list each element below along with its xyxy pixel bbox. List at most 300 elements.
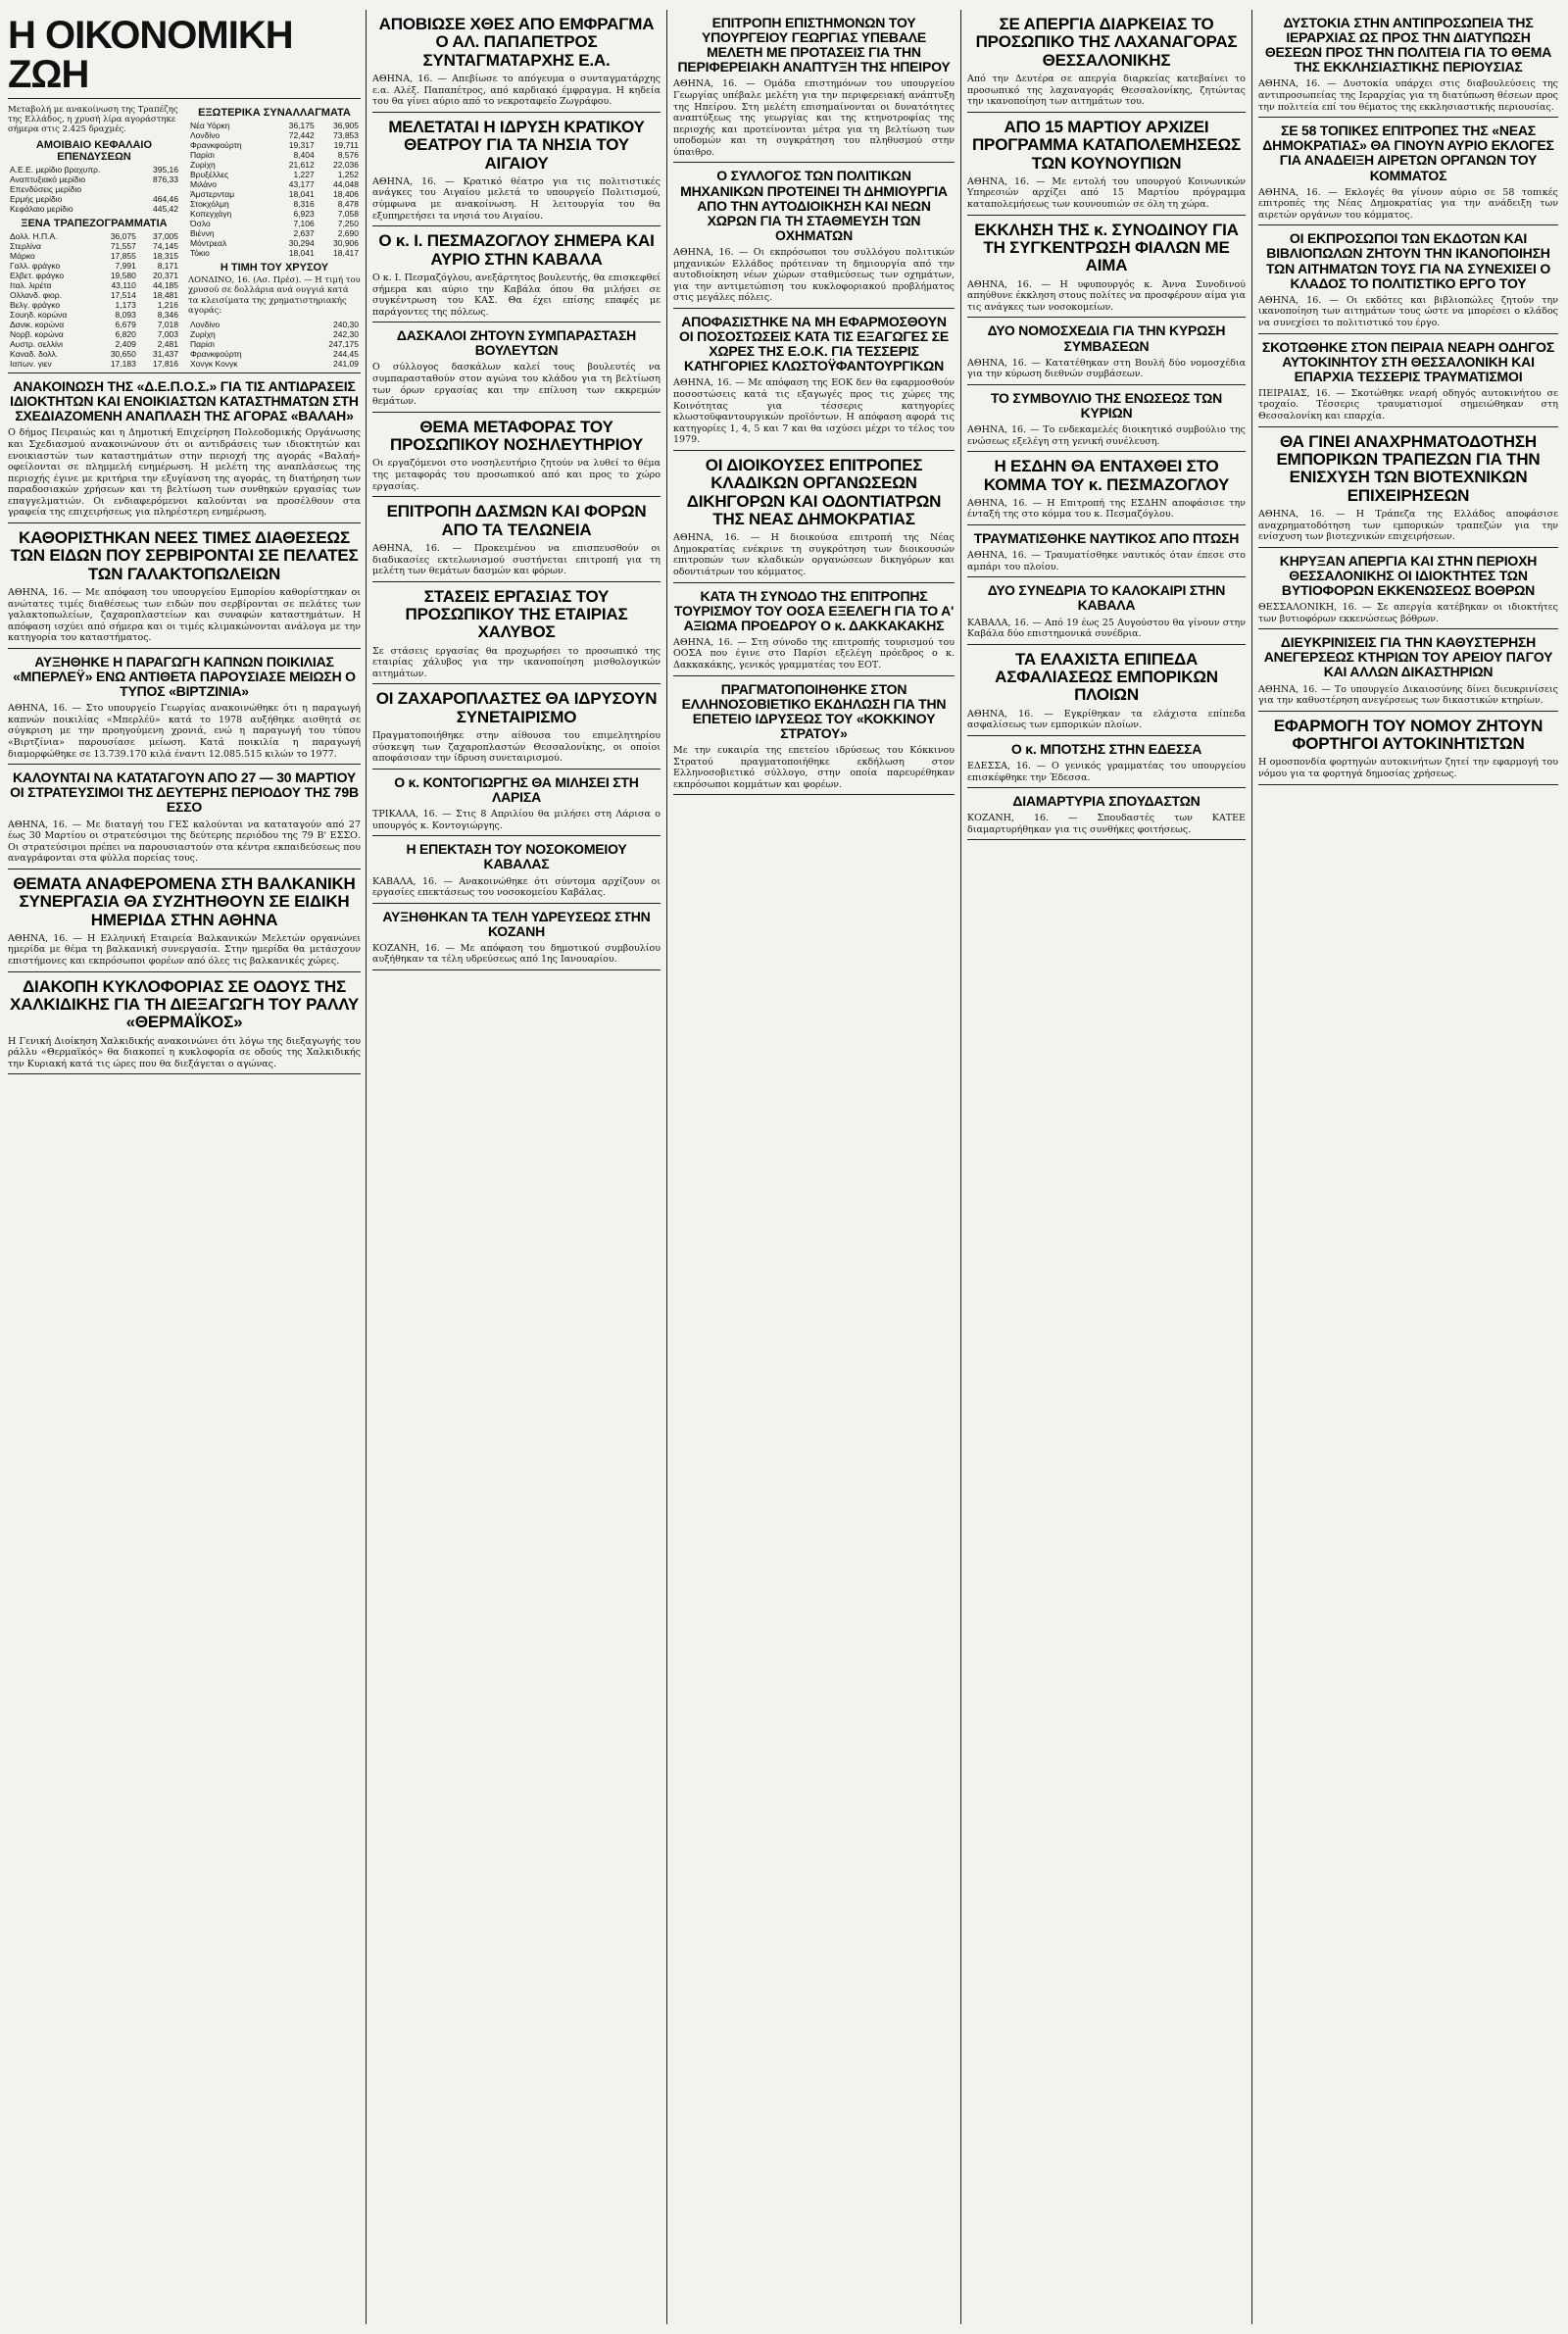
- market-row: [8, 290, 180, 300]
- divider: [8, 764, 361, 765]
- market-label: Λονδίνο: [190, 319, 220, 329]
- divider: [1258, 224, 1558, 225]
- article-headline: ΔΙΕΥΚΡΙΝΙΣΕΙΣ ΓΙΑ ΤΗΝ ΚΑΘΥΣΤΕΡΗΣΗ ΑΝΕΓΕΡΣΕΩΣ ΚΤΗΡΙΩΝ ΤΟΥ ΑΡΕΙΟΥ ΠΑΓΟΥ ΚΑΙ ΑΛΛΩΝ ΔΙΚΑΣΤΗΡΙΩΝ: [1263, 634, 1553, 680]
- market-value: 7,003: [157, 328, 178, 339]
- market-value: 8,316: [293, 199, 315, 210]
- article-headline: ΕΦΑΡΜΟΓΗ ΤΟΥ ΝΟΜΟΥ ΖΗΤΟΥΝ ΦΟΡΤΗΓΟΙ ΑΥΤΟΚΙΝΗΤΙΣΤΩΝ: [1273, 716, 1544, 754]
- market-label: Χονγκ Κονγκ: [190, 359, 238, 370]
- masthead-note: Μεταβολή με ανακοίνωση της Τραπέζης της Ελλάδος, η χρυσή λίρα αγοράστηκε σήμερα στις 2.425 δραχμές.: [8, 105, 178, 135]
- article-headline: ΤΡΑΥΜΑΤΙΣΘΗΚΕ ΝΑΥΤΙΚΟΣ ΑΠΟ ΠΤΩΣΗ: [973, 530, 1240, 547]
- article-body: ΑΘΗΝΑ, 16. — Κρατικό θέατρο για τις πολιτιστικές ανάγκες του Αιγαίου μελετά το υπουργείο Πολιτισμού, σύμφωνα με ανακοίνωση. Η λειτουργία του θα εξυπηρετήσει τα νησιά του Αιγαίου.: [372, 175, 661, 222]
- article: [1258, 124, 1558, 225]
- divider: [1258, 628, 1558, 629]
- article-headline: ΚΑΘΟΡΙΣΤΗΚΑΝ ΝΕΕΣ ΤΙΜΕΣ ΔΙΑΘΕΣΕΩΣ ΤΩΝ ΕΙΔΩΝ ΠΟΥ ΣΕΡΒΙΡΟΝΤΑΙ ΣΕ ΠΕΛΑΤΕΣ ΤΩΝ ΓΑΛΑΚΤΟΠΩΛΕΙΩΝ: [10, 528, 359, 583]
- divider: [1258, 117, 1558, 118]
- market-row: [8, 329, 180, 339]
- market-value: [139, 184, 180, 194]
- article-headline: ΔΥΣΤΟΚΙΑ ΣΤΗΝ ΑΝΤΙΠΡΟΣΩΠΕΙΑ ΤΗΣ ΙΕΡΑΡΧΙΑΣ ΩΣ ΠΡΟΣ ΤΗΝ ΔΙΑΤΥΠΩΣΗ ΘΕΣΕΩΝ ΠΡΟΣ ΤΗΝ ΠΟΛΙΤΕΙΑ ΓΙΑ ΤΟ ΘΕΜΑ ΤΗΣ ΕΚΚΛΗΣΙΑΣΤΙΚΗΣ ΠΕΡΙΟΥΣΙΑΣ: [1264, 15, 1552, 75]
- market-value: 72,442: [288, 130, 315, 141]
- market-value: 37,005: [153, 230, 178, 241]
- market-value: 17,514: [110, 289, 136, 300]
- market-value: 17,855: [110, 250, 136, 261]
- market-row: [188, 179, 361, 189]
- article: [673, 457, 955, 583]
- article: [967, 531, 1246, 577]
- divider: [967, 384, 1246, 385]
- article-body: ΠΕΙΡΑΙΑΣ, 16. — Σκοτώθηκε νεαρή οδηγός αυτοκινήτου σε τροχαίο. Τέσσερις τραυματισμοί σημειώθηκαν στη Θεσσαλονίκη και επαρχία.: [1258, 387, 1558, 422]
- market-label: Βρυξέλλες: [190, 170, 229, 180]
- divider: [967, 735, 1246, 736]
- market-label: Ιταλ. λιρέτα: [10, 279, 52, 290]
- markets-left: [8, 103, 180, 369]
- article-body: ΑΘΗΝΑ, 16. — Με διαταγή του ΓΕΣ καλούνται να καταταγούν από 27 έως 30 Μαρτίου οι στρατεύσιμοι της δεύτερης περιόδου της 79 Β' ΕΣΣΟ. Οι στρατεύσιμοι πρέπει να παρουσιαστούν στα κέντρα εκπαιδεύσεως που αναγράφονται στα φύλλα πορείας τους.: [8, 819, 361, 865]
- column-4: [967, 10, 1246, 2324]
- article: [372, 910, 661, 970]
- article-headline: ΕΠΙΤΡΟΠΗ ΕΠΙΣΤΗΜΟΝΩΝ ΤΟΥ ΥΠΟΥΡΓΕΙΟΥ ΓΕΩΡΓΙΑΣ ΥΠΕΒΑΛΕ ΜΕΛΕΤΗ ΜΕ ΠΡΟΤΑΣΕΙΣ ΓΙΑ ΤΗΝ ΠΕΡΙΦΕΡΕΙΑΚΗ ΑΝΑΠΤΥΞΗ ΤΗΣ ΗΠΕΙΡΟΥ: [677, 15, 951, 75]
- market-label: Σουηδ. κορώνα: [10, 309, 68, 320]
- article: [967, 742, 1246, 788]
- market-label: Φρανκφούρτη: [190, 349, 242, 360]
- market-value: 6,820: [115, 328, 136, 339]
- article-body: ΑΘΗΝΑ, 16. — Στη σύνοδο της επιτροπής τουρισμού του ΟΟΣΑ που έγινε στο Παρίσι εξελέγη πρόεδρος ο κ. Δακκακάκης, γενικός γραμματέας του ΕΟΤ.: [673, 636, 955, 671]
- column-5: [1258, 10, 1558, 2324]
- article-body: ΚΟΖΑΝΗ, 16. — Σπουδαστές των ΚΑΤΕΕ διαμαρτυρήθηκαν για τις συνθήκες φοιτήσεως.: [967, 813, 1246, 835]
- divider: [967, 215, 1246, 216]
- market-value: 18,041: [288, 248, 315, 259]
- article-body: ΑΘΗΝΑ, 16. — Κατατέθηκαν στη Βουλή δύο νομοσχέδια για την κύρωση διεθνών συμβάσεων.: [967, 357, 1246, 380]
- market-row: [188, 189, 361, 199]
- divider: [372, 769, 661, 770]
- market-label: Δανικ. κορώνα: [10, 319, 65, 329]
- market-label: Δολλ. Η.Π.Α.: [10, 230, 58, 241]
- article-body: Με την ευκαιρία της επετείου ιδρύσεως του Κόκκινου Στρατού πραγματοποιήθηκε εκδήλωση στον Ελληνοσοβιετικό σύλλογο, στην οποία παρευρέθηκαν εκπρόσωποι κομμάτων και φορέων.: [673, 745, 955, 790]
- market-label: Μόντρεαλ: [190, 238, 227, 249]
- divider: [967, 644, 1246, 645]
- divider: [673, 308, 955, 309]
- banknotes-table: [8, 231, 180, 369]
- market-label: Κοπεγχάγη: [190, 209, 232, 220]
- divider: [967, 787, 1246, 788]
- article-headline: ΜΕΛΕΤΑΤΑΙ Η ΙΔΡΥΣΗ ΚΡΑΤΙΚΟΥ ΘΕΑΤΡΟΥ ΓΙΑ ΤΑ ΝΗΣΙΑ ΤΟΥ ΑΙΓΑΙΟΥ: [388, 117, 645, 173]
- market-value: 6,923: [293, 209, 315, 220]
- article-headline: ΘΕΜΑΤΑ ΑΝΑΦΕΡΟΜΕΝΑ ΣΤΗ ΒΑΛΚΑΝΙΚΗ ΣΥΝΕΡΓΑΣΙΑ ΘΑ ΣΥΖΗΤΗΘΟΥΝ ΣΕ ΕΙΔΙΚΗ ΗΜΕΡΙΔΑ ΣΤΗΝ ΑΘΗΝΑ: [13, 873, 356, 929]
- market-value: 445,42: [153, 203, 178, 214]
- divider: [372, 112, 661, 113]
- market-label: Παρίσι: [190, 150, 215, 161]
- market-row: [8, 271, 180, 280]
- market-label: Τόκιο: [190, 248, 210, 259]
- market-value: 395,16: [153, 164, 178, 174]
- article: [372, 419, 661, 497]
- article: [372, 588, 661, 685]
- article-headline: ΟΙ ΖΑΧΑΡΟΠΛΑΣΤΕΣ ΘΑ ΙΔΡΥΣΟΥΝ ΣΥΝΕΤΑΙΡΙΣΜΟ: [375, 689, 658, 726]
- market-value: 8,346: [157, 309, 178, 320]
- gold-text: ΛΟΝΔΙΝΟ, 16. (Ασ. Πρέσ). — Η τιμή του χρυσού σε δολλάρια ανά ουγγιά κατά τα κλεισίματα της χρηματιστηριακής αγοράς:: [188, 275, 361, 316]
- article-headline: ΠΡΑΓΜΑΤΟΠΟΙΗΘΗΚΕ ΣΤΟΝ ΕΛΛΗΝΟΣΟΒΙΕΤΙΚΟ ΕΚΔΗΛΩΣΗ ΓΙΑ ΤΗΝ ΕΠΕΤΕΙΟ ΙΔΡΥΣΕΩΣ ΤΟΥ «ΚΟΚΚΙΝΟΥ ΣΤΡΑΤΟΥ»: [681, 680, 947, 741]
- article: [673, 682, 955, 796]
- market-row: [8, 300, 180, 310]
- divider: [673, 794, 955, 795]
- article-body: Η Γενική Διοίκηση Χαλκιδικής ανακοινώνει ότι λόγω της διεξαγωγής του ράλλυ «Θερμαϊκός» θα διακοπεί η κυκλοφορία σε οδούς της Χαλκιδικής την Κυριακή κατά τις ώρες που θα διεξάγεται ο αγώνας.: [8, 1035, 361, 1069]
- market-row: [8, 231, 180, 241]
- market-value: 36,175: [288, 121, 315, 130]
- market-value: 43,110: [111, 279, 136, 290]
- market-value: 247,175: [328, 339, 359, 349]
- article: [372, 16, 661, 113]
- market-value: 2,690: [337, 228, 359, 239]
- article-headline: Ο ΣΥΛΛΟΓΟΣ ΤΩΝ ΠΟΛΙΤΙΚΩΝ ΜΗΧΑΝΙΚΩΝ ΠΡΟΤΕΙΝΕΙ ΤΗ ΔΗΜΙΟΥΡΓΙΑ ΑΠΟ ΤΗΝ ΑΥΤΟΔΙΟΙΚΗΣΗ ΚΑΙ ΝΕΩΝ ΧΩΡΩΝ ΓΙΑ ΤΗ ΣΤΑΘΜΕΥΣΗ ΤΩΝ ΟΧΗΜΑΤΩΝ: [680, 168, 948, 243]
- market-value: 7,991: [115, 260, 136, 271]
- market-row: [188, 121, 361, 130]
- market-label: Φρανκφούρτη: [190, 140, 242, 151]
- market-row: [8, 359, 180, 369]
- divider: [1258, 333, 1558, 334]
- article-body: ΑΘΗΝΑ, 16. — Η Ελληνική Εταιρεία Βαλκανικών Μελετών οργανώνει ημερίδα με θέμα τη βαλκανική συνεργασία. Στην ημερίδα θα μετάσχουν επιστήμονες και εκπρόσωποι φορέων από όλες τις βαλκανικές χώρες.: [8, 932, 361, 968]
- market-value: 18,406: [333, 189, 359, 200]
- divider: [8, 522, 361, 523]
- market-row: [188, 339, 361, 349]
- article-body: ΑΘΗΝΑ, 16. — Η Τράπεζα της Ελλάδος αποφάσισε αναχρηματοδότηση των εμπορικών τραπεζών για την ενίσχυση των βιοτεχνικών επιχειρήσεων.: [1258, 509, 1558, 543]
- article-headline: ΤΟ ΣΥΜΒΟΥΛΙΟ ΤΗΣ ΕΝΩΣΕΩΣ ΤΩΝ ΚΥΡΙΩΝ: [990, 389, 1223, 421]
- market-value: 36,905: [333, 121, 359, 130]
- market-value: 8,404: [293, 150, 315, 161]
- article: [8, 875, 361, 972]
- market-value: 43,177: [288, 179, 315, 190]
- article-body: ΑΘΗΝΑ, 16. — Προκειμένου να επισπευσθούν οι διαδικασίες εκτελωνισμού συστήνεται επιτροπή για τη μελέτη των θεμάτων δασμών και φόρων.: [372, 542, 661, 577]
- market-value: 17,816: [153, 358, 178, 369]
- market-row: [188, 359, 361, 369]
- market-label: Ολλανδ. φιορ.: [10, 289, 62, 300]
- market-value: 876,33: [153, 174, 178, 184]
- column-1: [8, 10, 361, 2324]
- divider: [8, 372, 361, 373]
- market-value: 44,185: [153, 279, 178, 290]
- market-value: 18,417: [333, 248, 359, 259]
- article: [1258, 231, 1558, 333]
- article-headline: ΘΕΜΑ ΜΕΤΑΦΟΡΑΣ ΤΟΥ ΠΡΟΣΩΠΙΚΟΥ ΝΟΣΗΛΕΥΤΗΡΙΟΥ: [390, 417, 643, 455]
- market-label: Ελβετ. φράγκο: [10, 270, 65, 280]
- divider: [967, 524, 1246, 525]
- market-row: [188, 228, 361, 238]
- article-headline: ΚΗΡΥΞΑΝ ΑΠΕΡΓΙΑ ΚΑΙ ΣΤΗΝ ΠΕΡΙΟΧΗ ΘΕΣΣΑΛΟΝΙΚΗΣ ΟΙ ΙΔΙΟΚΤΗΤΕΣ ΤΩΝ ΒΥΤΙΟΦΟΡΩΝ ΕΚΚΕΝΩΣΕΩΣ ΒΟΘΡΩΝ: [1279, 552, 1538, 598]
- divider: [1258, 426, 1558, 427]
- article-headline: ΕΚΚΛΗΣΗ ΤΗΣ κ. ΣΥΝΟΔΙΝΟΥ ΓΙΑ ΤΗ ΣΥΓΚΕΝΤΡΩΣΗ ΦΙΑΛΩΝ ΜΕ ΑΙΜΑ: [974, 220, 1239, 275]
- market-label: Αυστρ. σελλίνι: [10, 338, 64, 349]
- article: [967, 119, 1246, 216]
- column-2: [372, 10, 661, 2324]
- article-body: ΚΟΖΑΝΗ, 16. — Με απόφαση του δημοτικού συμβουλίου αυξήθηκαν τα τέλη υδρεύσεως από 1ης Ιανουαρίου.: [372, 942, 661, 966]
- market-label: Στοκχόλμη: [190, 199, 229, 210]
- market-value: 20,371: [153, 270, 178, 280]
- divider: [673, 162, 955, 163]
- market-value: 30,906: [333, 238, 359, 249]
- market-label: Κεφάλαιο μερίδιο: [10, 203, 74, 214]
- market-row: [188, 320, 361, 329]
- market-row: [8, 310, 180, 320]
- market-row: [188, 170, 361, 179]
- article-headline: ΔΙΑΚΟΠΗ ΚΥΚΛΟΦΟΡΙΑΣ ΣΕ ΟΔΟΥΣ ΤΗΣ ΧΑΛΚΙΔΙΚΗΣ ΓΙΑ ΤΗ ΔΙΕΞΑΓΩΓΗ ΤΟΥ ΡΑΛΛΥ «ΘΕΡΜΑΪΚΟΣ»: [10, 976, 359, 1032]
- article-headline: ΚΑΛΟΥΝΤΑΙ ΝΑ ΚΑΤΑΤΑΓΟΥΝ ΑΠΟ 27 — 30 ΜΑΡΤΙΟΥ ΟΙ ΣΤΡΑΤΕΥΣΙΜΟΙ ΤΗΣ ΔΕΥΤΕΡΗΣ ΠΕΡΙΟΔΟΥ ΤΗΣ 79Β ΕΣΣΟ: [10, 770, 359, 816]
- market-row: [188, 209, 361, 219]
- article: [967, 794, 1246, 840]
- article: [673, 589, 955, 676]
- column-rule: [960, 10, 961, 2324]
- market-value: 31,437: [153, 348, 178, 359]
- article: [967, 222, 1246, 319]
- article: [1258, 433, 1558, 548]
- market-value: 36,075: [110, 230, 136, 241]
- article-body: ΑΘΗΝΑ, 16. — Η διοικούσα επιτροπή της Νέας Δημοκρατίας ενέκρινε τη συγκρότηση των διοικουσών επιτροπών των κλαδικών οργανώσεων δικηγόρων και οδοντιάτρων του κόμματος.: [673, 532, 955, 577]
- article-headline: ΔΥΟ ΝΟΜΟΣΧΕΔΙΑ ΓΙΑ ΤΗΝ ΚΥΡΩΣΗ ΣΥΜΒΑΣΕΩΝ: [987, 323, 1226, 354]
- article-headline: ΑΠΟΒΙΩΣΕ ΧΘΕΣ ΑΠΟ ΕΜΦΡΑΓΜΑ Ο ΑΛ. ΠΑΠΑΠΕΤΡΟΣ ΣΥΝΤΑΓΜΑΤΑΡΧΗΣ Ε.Α.: [378, 15, 655, 70]
- market-row: [188, 219, 361, 228]
- divider: [967, 839, 1246, 840]
- market-value: 7,250: [337, 219, 359, 229]
- article-body: ΤΡΙΚΑΛΑ, 16. — Στις 8 Απριλίου θα μιλήσει στη Λάρισα ο υπουργός κ. Κοντογιώργης.: [372, 809, 661, 831]
- market-row: [8, 349, 180, 359]
- article: [967, 391, 1246, 452]
- article: [967, 16, 1246, 113]
- market-label: Επενδύσεις μερίδιο: [10, 183, 82, 194]
- markets-block: [8, 103, 361, 369]
- article-body: Σε στάσεις εργασίας θα προχωρήσει το προσωπικό της εταιρίας χάλυβος για την ικανοποίηση μισθολογικών αιτημάτων.: [372, 645, 661, 679]
- market-value: 19,317: [288, 140, 315, 151]
- market-label: Παρίσι: [190, 339, 215, 349]
- article-body: Η ομοσπονδία φορτηγών αυτοκινήτων ζητεί την εφαρμογή του νόμου για τα φορτηγά δημοσίας χρήσεως.: [1258, 757, 1558, 780]
- market-value: 71,557: [110, 240, 136, 251]
- divider: [372, 581, 661, 582]
- article-body: ΑΘΗΝΑ, 16. — Εκλογές θα γίνουν αύριο σε 58 τοπικές επιτροπές της Νέας Δημοκρατίας για την ανάδειξη των αιρετών οργάνων του κόμματος.: [1258, 186, 1558, 221]
- market-row: [188, 349, 361, 359]
- market-value: 21,612: [288, 160, 315, 171]
- article: [967, 583, 1246, 644]
- market-value: 241,09: [333, 359, 359, 370]
- market-label: Μιλάνο: [190, 179, 217, 190]
- market-label: Μάρκο: [10, 250, 35, 261]
- article-body: Από την Δευτέρα σε απεργία διαρκείας κατεβαίνει το προσωπικό της λαχαναγοράς Θεσσαλονίκης, ζητώντας την ικανοποίηση των αιτημάτων του.: [967, 74, 1246, 108]
- article-headline: ΑΥΞΗΘΗΚΑΝ ΤΑ ΤΕΛΗ ΥΔΡΕΥΣΕΩΣ ΣΤΗΝ ΚΟΖΑΝΗ: [382, 908, 651, 939]
- article-body: ΑΘΗΝΑ, 16. — Το ενδεκαμελές διοικητικό συμβούλιο της ενώσεως εξελέγη στη γενική συνέλευση.: [967, 424, 1246, 447]
- market-label: Νέα Υόρκη: [190, 121, 230, 130]
- article-headline: ΔΥΟ ΣΥΝΕΔΡΙΑ ΤΟ ΚΑΛΟΚΑΙΡΙ ΣΤΗΝ ΚΑΒΑΛΑ: [987, 582, 1226, 614]
- article: [967, 651, 1246, 736]
- article-headline: ΤΑ ΕΛΑΧΙΣΤΑ ΕΠΙΠΕΔΑ ΑΣΦΑΛΙΑΣΕΩΣ ΕΜΠΟΡΙΚΩΝ ΠΛΟΙΩΝ: [995, 649, 1218, 705]
- market-value: 74,145: [153, 240, 178, 251]
- mutual-funds-title: ΑΜΟΙΒΑΙΟ ΚΕΦΑΛΑΙΟ ΕΠΕΝΔΥΣΕΩΝ: [35, 138, 153, 163]
- article: [8, 770, 361, 869]
- market-value: 30,650: [110, 348, 136, 359]
- article: [1258, 16, 1558, 118]
- article-body: ΑΘΗΝΑ, 16. — Με εντολή του υπουργού Κοινωνικών Υπηρεσιών αρχίζει από 15 Μαρτίου πρόγραμμα καταπολεμήσεως των κουνουπιών σε όλη τη χώρα.: [967, 175, 1246, 211]
- divider: [372, 903, 661, 904]
- article-headline: ΣΤΑΣΕΙΣ ΕΡΓΑΣΙΑΣ ΤΟΥ ΠΡΟΣΩΠΙΚΟΥ ΤΗΣ ΕΤΑΙΡΙΑΣ ΧΑΛΥΒΟΣ: [405, 586, 628, 642]
- article: [372, 232, 661, 323]
- gold-title: Η ΤΙΜΗ ΤΟΥ ΧΡΥΣΟΥ: [220, 262, 329, 274]
- mutual-funds-table: [8, 165, 180, 214]
- article-headline: ΟΙ ΔΙΟΙΚΟΥΣΕΣ ΕΠΙΤΡΟΠΕΣ ΚΛΑΔΙΚΩΝ ΟΡΓΑΝΩΣΕΩΝ ΔΙΚΗΓΟΡΩΝ ΚΑΙ ΟΔΟΝΤΙΑΤΡΩΝ ΤΗΣ ΝΕΑΣ ΔΗΜΟΚΡΑΤΙΑΣ: [686, 455, 942, 528]
- market-row: [8, 174, 180, 184]
- article-headline: ΑΠΟΦΑΣΙΣΤΗΚΕ ΝΑ ΜΗ ΕΦΑΡΜΟΣΘΟΥΝ ΟΙ ΠΟΣΟΣΤΩΣΕΙΣ ΚΑΤΑ ΤΙΣ ΕΞΑΓΩΓΕΣ ΣΕ ΧΩΡΕΣ ΤΗΣ Ε.Ο.Κ. ΓΙΑ ΤΕΣΣΕΡΙΣ ΚΑΤΗΓΟΡΙΕΣ ΚΛΩΣΤΟΫΦΑΝΤΟΥΡΓΙΚΩΝ: [679, 313, 949, 374]
- market-value: 18,041: [288, 189, 315, 200]
- divider: [372, 969, 661, 970]
- market-row: [8, 280, 180, 290]
- article: [372, 690, 661, 769]
- article: [8, 379, 361, 523]
- article-body: ΑΘΗΝΑ, 16. — Με απόφαση της ΕΟΚ δεν θα εφαρμοσθούν ποσοστώσεις κατά τις εξαγωγές προς τις χώρες της Κοινότητας για τέσσερις κατηγορίες κλωστοϋφαντουργικών προϊόντων. Η απόφαση αφορά τις κατηγορίες 1, 4, 5 και 7 και θα ισχύσει μέχρι το τέλος του 1979.: [673, 377, 955, 446]
- article-headline: ΑΥΞΗΘΗΚΕ Η ΠΑΡΑΓΩΓΗ ΚΑΠΝΩΝ ΠΟΙΚΙΛΙΑΣ «ΜΠΕΡΛΕΫ» ΕΝΩ ΑΝΤΙΘΕΤΑ ΠΑΡΟΥΣΙΑΣΕ ΜΕΙΩΣΗ Ο ΤΥΠΟΣ «ΒΙΡΤΖΙΝΙΑ»: [13, 653, 356, 700]
- article-body: Ο δήμος Πειραιώς και η Δημοτική Επιχείρηση Πολεοδομικής Οργάνωσης και Σχεδιασμού ανακοινώνουν ότι οι αντιδράσεις των ιδιοκτητών και ενοικιαστών των καταστημάτων στην περιοχή της αγοράς «Βαλαή» οφείλονται σε πλημμελή ενημέρωση. Η μελέτη της αναπλάσεως της περιοχής έγινε με κριτήρια την εξυγίανση της αγοράς, τη διατήρηση των παραδοσιακών χρήσεων και τη βελτίωση των συνθηκών εργασίας των επαγγελματιών. Οι ενδιαφερόμενοι καλούνται να προσέλθουν στα γραφεία της επιχειρήσεως για πληρέστερη ενημέρωση.: [8, 427, 361, 519]
- divider: [8, 648, 361, 649]
- market-value: 17,183: [110, 358, 136, 369]
- article: [673, 16, 955, 163]
- market-label: Α.Ε.Ε. μερίδιο βραχυπρ.: [10, 164, 101, 174]
- divider: [967, 576, 1246, 577]
- article-headline: Η ΕΠΕΚΤΑΣΗ ΤΟΥ ΝΟΣΟΚΟΜΕΙΟΥ ΚΑΒΑΛΑΣ: [406, 841, 627, 872]
- article: [967, 458, 1246, 525]
- article-body: ΚΑΒΑΛΑ, 16. — Από 19 έως 25 Αυγούστου θα γίνουν στην Καβάλα δύο επιστημονικά συνέδρια.: [967, 617, 1246, 640]
- market-value: 242,30: [333, 328, 359, 339]
- divider: [967, 112, 1246, 113]
- divider: [372, 412, 661, 413]
- article: [372, 119, 661, 226]
- divider: [1258, 711, 1558, 712]
- market-value: 7,018: [157, 319, 178, 329]
- article: [8, 655, 361, 765]
- market-value: 8,171: [157, 260, 178, 271]
- market-value: 6,679: [115, 319, 136, 329]
- article-headline: Ο κ. ΜΠΟΤΣΗΣ ΣΤΗΝ ΕΔΕΣΣΑ: [1010, 740, 1202, 757]
- market-label: Νορβ. κορώνα: [10, 328, 64, 339]
- divider: [1258, 784, 1558, 785]
- divider: [673, 675, 955, 676]
- column-rule: [1251, 10, 1252, 2324]
- market-row: [8, 194, 180, 204]
- market-row: [188, 329, 361, 339]
- article-body: ΑΘΗΝΑ, 16. — Τραυματίσθηκε ναυτικός όταν έπεσε στο αμπάρι του πλοίου.: [967, 550, 1246, 572]
- market-value: 464,46: [153, 193, 178, 204]
- article-body: ΑΘΗΝΑ, 16. — Με απόφαση του υπουργείου Εμπορίου καθορίστηκαν οι ανώτατες τιμές διαθέσεως των ειδών που σερβίρονται σε πελάτες των γαλακτοπωλείων, ζαχαροπλαστείων και συναφών καταστημάτων. Η απόφαση ισχύει από σήμερα και οι τιμές κλιμακώνονται ανάλογα με την κατηγορία του καταστήματος.: [8, 587, 361, 644]
- article-body: ΚΑΒΑΛΑ, 16. — Ανακοινώθηκε ότι σύντομα αρχίζουν οι εργασίες επεκτάσεως του νοσοκομείου Καβάλας.: [372, 875, 661, 899]
- article-headline: ΕΠΙΤΡΟΠΗ ΔΑΣΜΩΝ ΚΑΙ ΦΟΡΩΝ ΑΠΟ ΤΑ ΤΕΛΩΝΕΙΑ: [386, 502, 647, 539]
- market-row: [8, 165, 180, 174]
- article-headline: ΟΙ ΕΚΠΡΟΣΩΠΟΙ ΤΩΝ ΕΚΔΟΤΩΝ ΚΑΙ ΒΙΒΛΙΟΠΩΛΩΝ ΖΗΤΟΥΝ ΤΗΝ ΙΚΑΝΟΠΟΙΗΣΗ ΤΩΝ ΑΙΤΗΜΑΤΩΝ ΤΟΥΣ ΓΙΑ ΝΑ ΣΥΝΕΧΙΣΕΙ Ο ΚΛΑΔΟΣ ΤΟ ΠΟΛΙΤΙΣΤΙΚΟ ΕΡΓΟ ΤΟΥ: [1265, 230, 1551, 291]
- article-body: ΑΘΗΝΑ, 16. — Δυστοκία υπάρχει στις διαβουλεύσεις της αντιπροσωπείας της Ιεραρχίας για τη διατύπωση θέσεων προς την πολιτεία επί του θέματος της εκκλησιαστικής περιουσίας.: [1258, 78, 1558, 113]
- market-label: Ζυρίχη: [190, 328, 216, 339]
- article: [673, 169, 955, 308]
- market-value: 18,315: [153, 250, 178, 261]
- article: [1258, 554, 1558, 629]
- article-body: Ο κ. Ι. Πεσμαζόγλου, ανεξάρτητος βουλευτής, θα επισκεφθεί σήμερα και αύριο την Καβάλα όπου θα μιλήσει σε συγκέντρωση του ΚΑΣ. Θα έχει επίσης επαφές με παράγοντες της πόλεως.: [372, 272, 661, 318]
- article-headline: ΑΠΟ 15 ΜΑΡΤΙΟΥ ΑΡΧΙΖΕΙ ΠΡΟΓΡΑΜΜΑ ΚΑΤΑΠΟΛΕΜΗΣΕΩΣ ΤΩΝ ΚΟΥΝΟΥΠΙΩΝ: [971, 117, 1241, 173]
- article-body: ΑΘΗΝΑ, 16. — Ομάδα επιστημόνων του υπουργείου Γεωργίας υπέβαλε μελέτη για την περιφερειακή ανάπτυξη της Ηπείρου. Στη μελέτη επισημαίνονται οι δυνατότητες αναπτύξεως της γεωργίας και της κτηνοτροφίας της περιοχής και προτείνονται μέτρα για τη βελτίωση των υποδομών και τη συγκράτηση του πληθυσμού στην ύπαιθρο.: [673, 78, 955, 158]
- article: [8, 978, 361, 1075]
- article: [1258, 340, 1558, 427]
- market-label: Λονδίνο: [190, 130, 220, 141]
- market-value: 8,093: [115, 309, 136, 320]
- exchange-title: ΕΞΩΤΕΡΙΚΑ ΣΥΝΑΛΛΑΓΜΑΤΑ: [198, 107, 351, 119]
- article-headline: ΑΝΑΚΟΙΝΩΣΗ ΤΗΣ «Δ.Ε.Π.Ο.Σ.» ΓΙΑ ΤΙΣ ΑΝΤΙΔΡΑΣΕΙΣ ΙΔΙΟΚΤΗΤΩΝ ΚΑΙ ΕΝΟΙΚΙΑΣΤΩΝ ΚΑΤΑΣΤΗΜΑΤΩΝ ΣΤΗ ΣΧΕΔΙΑΖΟΜΕΝΗ ΑΝΑΠΛΑΣΗ ΤΗΣ ΑΓΟΡΑΣ «ΒΑΛΑΗ»: [10, 378, 359, 424]
- article-body: ΑΘΗΝΑ, 16. — Η Επιτροπή της ΕΣΔΗΝ αποφάσισε την ένταξή της στο κόμμα του κ. Πεσμαζόγλου.: [967, 497, 1246, 521]
- market-label: Γαλλ. φράγκο: [10, 260, 61, 271]
- market-value: 44,048: [333, 179, 359, 190]
- article-headline: Ο κ. ΚΟΝΤΟΓΙΩΡΓΗΣ ΘΑ ΜΙΛΗΣΕΙ ΣΤΗ ΛΑΡΙΣΑ: [394, 773, 639, 806]
- market-value: 30,294: [288, 238, 315, 249]
- market-row: [188, 160, 361, 170]
- article-body: ΑΘΗΝΑ, 16. — Οι εκπρόσωποι του συλλόγου πολιτικών μηχανικών Ελλάδος πρότειναν τη δημιουργία από την αυτοδιοίκηση νέων χώρων σταθμεύσεως των οχημάτων, για την αντιμετώπιση του κυκλοφοριακού προβλήματος στις μεγάλες πόλεις.: [673, 247, 955, 304]
- market-value: 7,058: [337, 209, 359, 220]
- market-label: Όσλο: [190, 219, 211, 229]
- article-headline: Ο κ. Ι. ΠΕΣΜΑΖΟΓΛΟΥ ΣΗΜΕΡΑ ΚΑΙ ΑΥΡΙΟ ΣΤΗΝ ΚΑΒΑΛΑ: [378, 231, 655, 269]
- article-body: ΑΘΗΝΑ, 16. — Η υφυπουργός κ. Άννα Συνοδινού απηύθυνε έκκληση στους πολίτες να προσφέρουν αίμα για τις ανάγκες των νοσοκομείων.: [967, 278, 1246, 313]
- market-value: 240,30: [333, 319, 359, 329]
- market-label: Ζυρίχη: [190, 160, 216, 171]
- market-label: Βελγ. φράγκο: [10, 299, 61, 310]
- divider: [372, 322, 661, 323]
- market-value: 7,106: [293, 219, 315, 229]
- market-row: [8, 261, 180, 271]
- market-value: 244,45: [333, 349, 359, 360]
- divider: [1258, 547, 1558, 548]
- article: [1258, 718, 1558, 785]
- market-value: 19,711: [333, 140, 359, 151]
- market-value: 2,637: [293, 228, 315, 239]
- article: [8, 529, 361, 649]
- market-label: Στερλίνα: [10, 240, 41, 251]
- article: [372, 328, 661, 413]
- markets-right: [188, 103, 361, 369]
- market-value: 8,478: [337, 199, 359, 210]
- article-headline: ΔΙΑΜΑΡΤΥΡΙΑ ΣΠΟΥΔΑΣΤΩΝ: [1012, 793, 1200, 810]
- masthead-title: Η ΟΙΚΟΝΟΜΙΚΗ ΖΩΗ: [8, 14, 293, 96]
- article-body: Οι εργαζόμενοι στο νοσηλευτήριο ζητούν να λυθεί το θέμα της μεταφοράς του προσωπικού από και προς το χώρο εργασίας.: [372, 458, 661, 492]
- column-3: [673, 10, 955, 2324]
- article-body: ΑΘΗΝΑ, 16. — Στο υπουργείο Γεωργίας ανακοινώθηκε ότι η παραγωγή καπνών ποικιλίας «Μπερλέϋ» κατά το 1978 αυξήθηκε αισθητά σε σύγκριση με την προηγούμενη χρονιά, ενώ η παραγωγή του τύπου «Βιρτζίνια» παρουσίασε μείωση. Κατά ποικιλία η παραγωγή διαμορφώθηκε σε 13.739.170 κιλά έναντι 12.085.515 κιλών το 1977.: [8, 703, 361, 760]
- market-value: 8,576: [337, 150, 359, 161]
- divider: [967, 451, 1246, 452]
- market-value: 2,409: [115, 338, 136, 349]
- article-headline: ΣΕ ΑΠΕΡΓΙΑ ΔΙΑΡΚΕΙΑΣ ΤΟ ΠΡΟΣΩΠΙΚΟ ΤΗΣ ΛΑΧΑΝΑΓΟΡΑΣ ΘΕΣΣΑΛΟΝΙΚΗΣ: [975, 15, 1238, 70]
- article-body: ΑΘΗΝΑ, 16. — Οι εκδότες και βιβλιοπώλες ζητούν την ικανοποίηση των αιτημάτων τους ώστε να μπορέσει ο κλάδος να συνεχίσει το πολιτιστικό του έργο.: [1258, 294, 1558, 328]
- market-label: Καναδ. δολλ.: [10, 348, 59, 359]
- market-value: 19,580: [110, 270, 136, 280]
- article-headline: ΚΑΤΑ ΤΗ ΣΥΝΟΔΟ ΤΗΣ ΕΠΙΤΡΟΠΗΣ ΤΟΥΡΙΣΜΟΥ ΤΟΥ ΟΟΣΑ ΕΞΕΛΕΓΗ ΓΙΑ ΤΟ Α' ΑΞΙΩΜΑ ΠΡΟΕΔΡΟΥ Ο κ. ΔΑΚΚΑΚΑΚΗΣ: [673, 587, 955, 633]
- article: [372, 842, 661, 903]
- article-headline: Η ΕΣΔΗΝ ΘΑ ΕΝΤΑΧΘΕΙ ΣΤΟ ΚΟΜΜΑ ΤΟΥ κ. ΠΕΣΜΑΖΟΓΛΟΥ: [983, 457, 1230, 494]
- article-headline: ΣΕ 58 ΤΟΠΙΚΕΣ ΕΠΙΤΡΟΠΕΣ ΤΗΣ «ΝΕΑΣ ΔΗΜΟΚΡΑΤΙΑΣ» ΘΑ ΓΙΝΟΥΝ ΑΥΡΙΟ ΕΚΛΟΓΕΣ ΓΙΑ ΑΝΑΔΕΙΞΗ ΑΙΡΕΤΩΝ ΟΡΓΑΝΩΝ ΤΟΥ ΚΟΜΜΑΤΟΣ: [1262, 123, 1554, 183]
- market-value: 2,481: [157, 338, 178, 349]
- market-row: [8, 204, 180, 214]
- article-body: ΑΘΗΝΑ, 16. — Εγκρίθηκαν τα ελάχιστα επίπεδα ασφαλίσεως των εμπορικών πλοίων.: [967, 708, 1246, 731]
- market-row: [188, 130, 361, 140]
- market-value: 1,252: [337, 170, 359, 180]
- divider: [372, 683, 661, 684]
- divider: [372, 835, 661, 836]
- market-value: 73,853: [333, 130, 359, 141]
- market-value: 22,036: [333, 160, 359, 171]
- market-row: [8, 320, 180, 329]
- market-label: Αναπτυξιακό μερίδιο: [10, 174, 86, 184]
- divider: [673, 582, 955, 583]
- exchange-table: [188, 121, 361, 258]
- market-row: [188, 150, 361, 160]
- divider: [967, 317, 1246, 318]
- market-row: [188, 248, 361, 258]
- market-value: 1,173: [115, 299, 136, 310]
- article-body: ΕΔΕΣΣΑ, 16. — Ο γενικός γραμματέας του υπουργείου επισκέφθηκε την Έδεσσα.: [967, 761, 1246, 783]
- article: [372, 503, 661, 581]
- market-value: 1,227: [293, 170, 315, 180]
- divider: [372, 496, 661, 497]
